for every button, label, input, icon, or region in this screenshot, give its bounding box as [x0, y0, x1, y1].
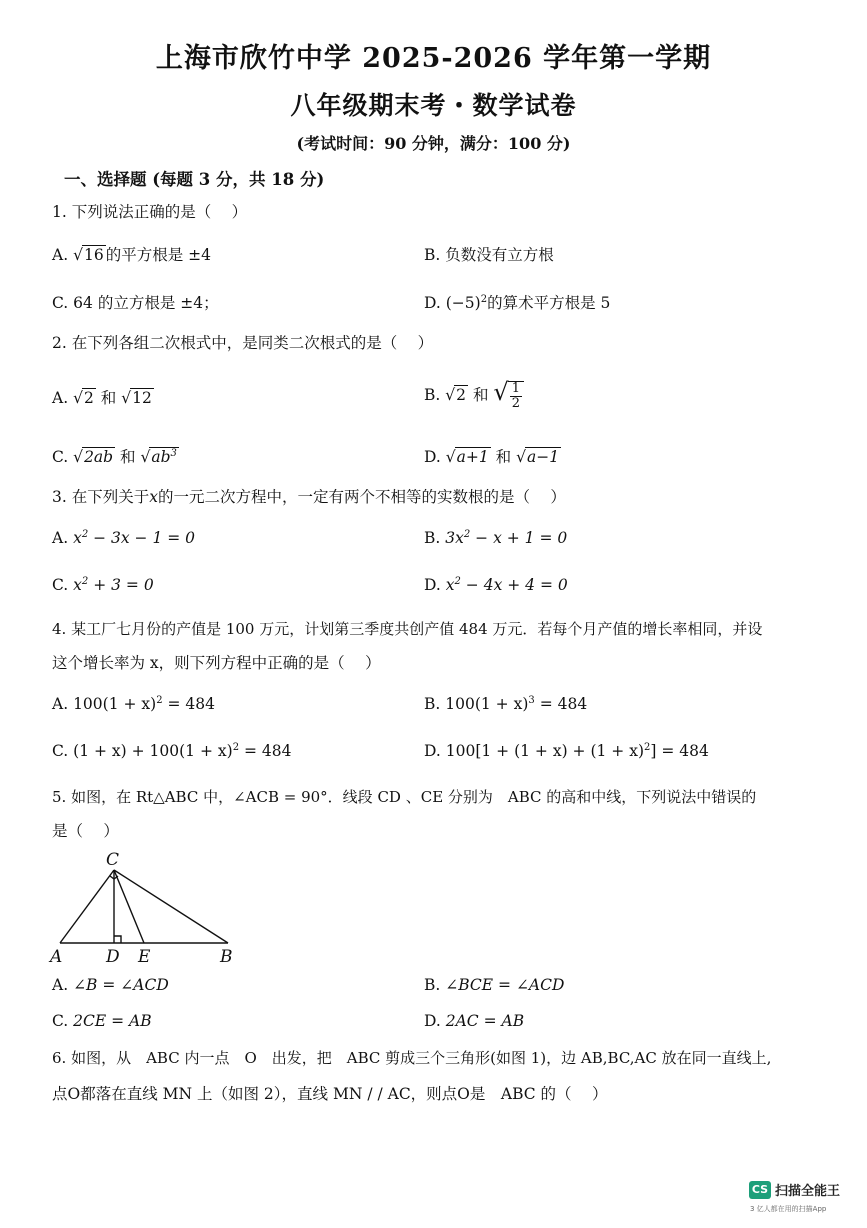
q2-option-c: C. √2ab 和 $√ab^3$ — [52, 447, 177, 466]
q5-option-d: D. 2AC = AB — [424, 1012, 525, 1030]
label-c: C — [106, 850, 120, 870]
q1-option-d: D. $(-5)^2$的算术平方根是 5 — [424, 293, 611, 312]
watermark-name: 扫描全能王 — [775, 1184, 841, 1199]
segment-cb — [114, 870, 228, 943]
q4-option-d: D. $100[1 + (1 + x) + (1 + x)^2] = 484$ — [424, 742, 709, 761]
q5-option-c: C. 2CE = AB — [52, 1012, 152, 1030]
label-e: E — [138, 947, 151, 967]
section-title: 一、选择题 (每题 3 分，共 18 分) — [64, 170, 325, 189]
camscanner-logo-icon: CS — [749, 1181, 771, 1199]
question-6-stem-line1: 6. 如图，从 ABC 内一点 O 出发，把 ABC 剪成三个三角形(如图 1)，边 AB,BC,AC 放在同一直线上, — [52, 1049, 772, 1067]
right-angle-mark — [114, 936, 121, 943]
q3-option-b: B. $3x^2 - x + 1 = 0$ — [424, 529, 568, 548]
question-6-stem-line2: 点O都落在直线 MN 上（如图 2），直线 MN / / AC，则点O是 ABC 的（ ） — [52, 1085, 608, 1103]
question-2-stem: 2. 在下列各组二次根式中，是同类二次根式的是（ ） — [52, 334, 434, 352]
q4-option-b: B. $100(1 + x)^3 = 484$ — [424, 695, 588, 714]
q3-option-d: D. $x^2 - 4x + 4 = 0$ — [424, 576, 568, 595]
exam-title: 上海市欣竹中学 2025-2026 学年第一学期 — [155, 43, 712, 74]
q2-option-a: A. √2 和 √12 — [52, 389, 152, 407]
q2-option-b: B. √2 和 √ $\frac{1}{2}$ — [424, 378, 524, 411]
question-4-stem-line1: 4. 某工厂七月份的产值是 100 万元，计划第三季度共创产值 484 万元．若每个月产值的增长率相同，并设 — [52, 620, 763, 638]
q5-option-b: B. ∠BCE = ∠ACD — [424, 976, 565, 994]
question-4-stem-line2: 这个增长率为 x，则下列方程中正确的是（ ） — [52, 654, 381, 672]
question-5-stem-line1: 5. 如图，在 Rt△ABC 中，∠ACB = 90°．线段 CD 、CE 分别为 ABC 的高和中线，下列说法中错误的 — [52, 788, 757, 806]
scanner-watermark — [749, 1180, 840, 1199]
q3-option-c: C. $x^2 + 3 = 0$ — [52, 576, 154, 595]
question-1-stem: 1. 下列说法正确的是（ ） — [52, 203, 248, 221]
segment-ce — [114, 870, 144, 943]
question-3-stem: 3. 在下列关于x的一元二次方程中，一定有两个不相等的实数根的是（ ） — [52, 488, 566, 506]
q4-option-c: C. $(1 + x) + 100(1 + x)^2 = 484$ — [52, 742, 292, 761]
watermark-tagline: 3 亿人都在用的扫描App — [750, 1205, 827, 1213]
q5-option-a: A. ∠B = ∠ACD — [52, 976, 169, 994]
exam-info: (考试时间：90 分钟，满分：100 分) — [296, 134, 571, 153]
q1-option-a: A. √16 的平方根是 ±4 — [52, 246, 211, 264]
triangle-figure — [48, 848, 248, 968]
question-5-stem-line2: 是（ ） — [52, 822, 119, 840]
q4-option-a: A. $100(1 + x)^2 = 484$ — [52, 695, 215, 714]
label-d: D — [106, 947, 120, 967]
label-a: A — [50, 947, 63, 967]
q2-option-d: D. √a+1 和 √a−1 — [424, 448, 560, 466]
segment-ac — [60, 870, 114, 943]
q3-option-a: A. $x^2 - 3x - 1 = 0$ — [52, 529, 196, 548]
label-b: B — [220, 947, 233, 967]
exam-subtitle: 八年级期末考・数学试卷 — [290, 91, 577, 120]
q1-option-b: B. 负数没有立方根 — [424, 246, 554, 264]
q1-option-c: C. 64 的立方根是 ±4； — [52, 294, 219, 312]
